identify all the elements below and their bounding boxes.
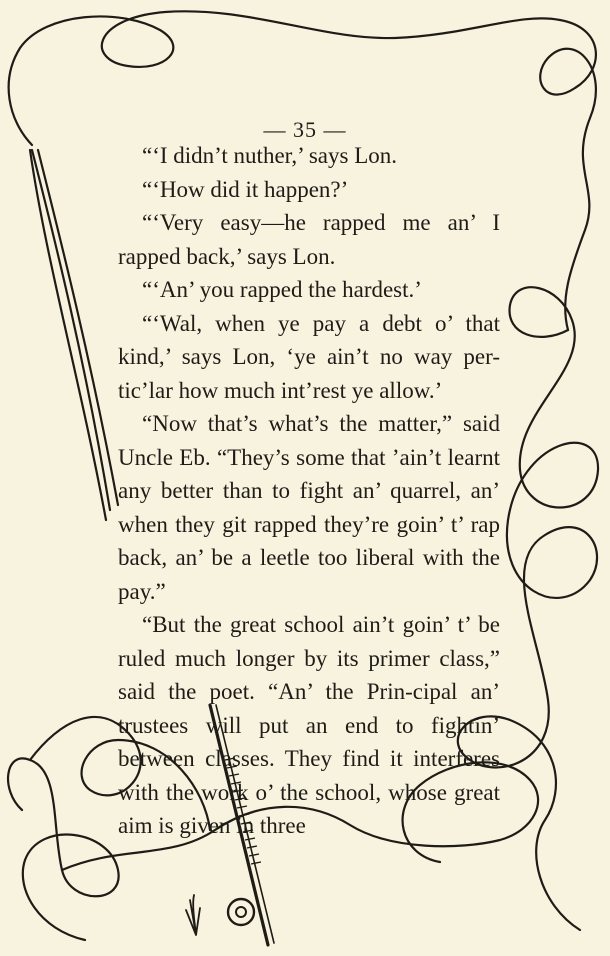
left-rod-line bbox=[32, 150, 110, 510]
page-number: — 35 — bbox=[263, 117, 347, 142]
paragraph: “‘An’ you rapped the hardest.’ bbox=[142, 277, 422, 302]
reel-inner bbox=[236, 907, 246, 917]
left-rod-line-2 bbox=[38, 150, 118, 505]
paragraph: “‘I didn’t nuther,’ says Lon. bbox=[142, 143, 397, 168]
paragraph: “‘Wal, when ye pay a debt o’ that kind,’ says Lon, ‘ye ain’t no way per-tic’lar how much int’rest ye allow.’ bbox=[118, 310, 500, 403]
reel-outer bbox=[228, 899, 254, 925]
fly bbox=[186, 895, 200, 935]
bottom-left-loops bbox=[8, 758, 119, 940]
paragraph: “‘How did it happen?’ bbox=[142, 176, 349, 202]
paragraph: “But the great school ain’t goin’ t’ be ruled much longer by its primer class,” said the poet. “An’ the Prin-cipal an’ trustees will put an end to fightin’ between classes. They find it interferes with the work o’ the school, whose great aim is given in three bbox=[118, 612, 500, 838]
paragraph: “‘Very easy—he rapped me an’ I rapped back,’ says Lon. bbox=[118, 210, 500, 269]
paragraph: “Now that’s what’s the matter,” said Uncle Eb. “They’s some that ’ain’t learnt any better than to fight an’ quarrel, an’ when they git rapped they’re goin’ t’ rap back, an’ be a leetle too liberal with the pay.” bbox=[118, 411, 500, 604]
left-line-strand bbox=[30, 150, 106, 520]
body-text bbox=[118, 139, 500, 843]
